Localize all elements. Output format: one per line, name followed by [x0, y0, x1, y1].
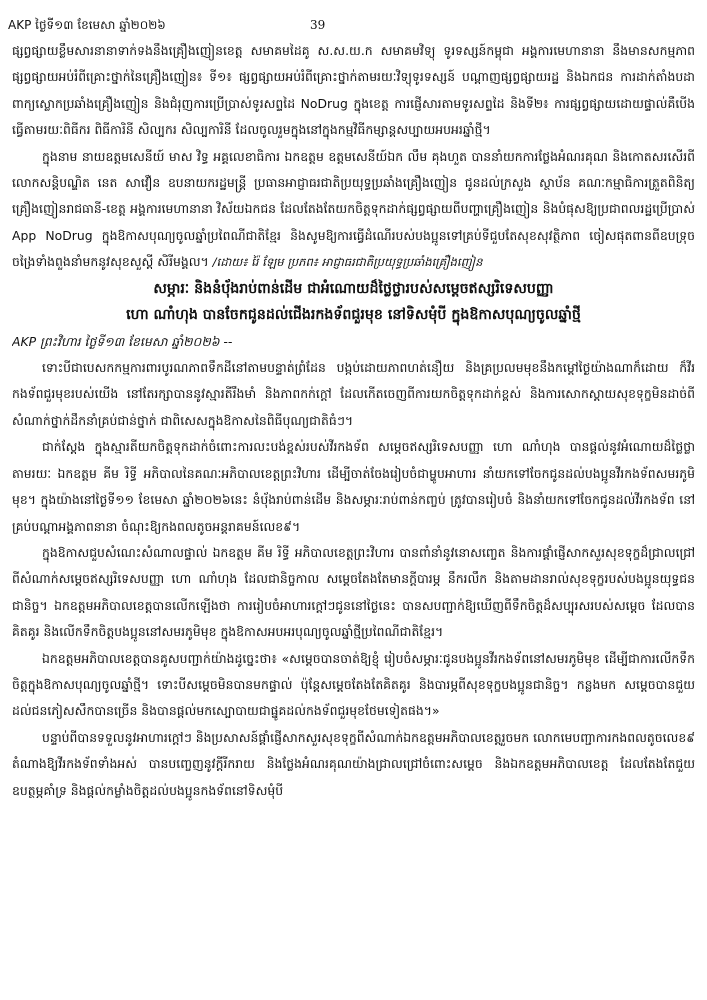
- header-dateline: AKP ថ្ងៃទី១៣ ខែមេសា ឆ្នាំ២០២៦: [8, 18, 166, 32]
- article2-paragraph-1: ទោះបីជាបេសកកម្មការពារបូរណភាពទឹកដីនៅតាមបន្ទាត់ព្រំដែន បង្កប់ដោយភាពហត់នឿយ និងគ្រប្រលមមុខនឹងកម្ដៅថ្ងៃយ៉ាងណាក៏ដោយ ក៏វីរកងទ័ពជួរមុខរបស់យើង នៅតែរក្សាបាននូវស្មារតីរឹងមាំ និងភាពកក់ក្ដៅ ដែលកើតចេញពីការយកចិត្តទុកដាក់ខ្ពស់ និងការសោកស្ដាយសុខទុក្ខមិនដាច់ពីសំណាក់ថ្នាក់ដឹកនាំគ្រប់ជាន់ថ្នាក់ ជាពិសេសក្នុងឱកាសនៃពិធីបុណ្យជាតិធំៗ។: [12, 360, 695, 428]
- article2-title-line-1: សម្ភារៈ និងនំបុ័ងរាប់ពាន់ដើម ជាអំណោយដ៏ថ្លៃថ្លារបស់សម្ដេចឥស្សរិទេសបញ្ញា: [153, 280, 554, 297]
- article2-paragraph-2: ជាក់ស្ដែង ក្នុងស្មារតីយកចិត្តទុកដាក់ចំពោះការលះបង់ខ្ពស់របស់វីរកងទ័ព សម្ដេចឥស្សរិទេសបញ្ញា ហោ ណាំហុង បានផ្ដល់នូវអំណោយដ៏ថ្លៃថ្លា តាមរយៈ ឯកឧត្តម គីម រិទ្ធី អភិបាលនៃគណៈអភិបាលខេត្តព្រះវិហារ ដើម្បីចាត់ចែងរៀបចំជាម្ហូបអាហារ នាំយកទៅចែកជូនដល់បងប្អូនវីរកងទ័ពសមរភូមិមុខ។ ក្នុងយ៉ាងនៅថ្ងៃទី១១ ខែមេសា ឆ្នាំ២០២៦នេះ នំបុ័ងរាប់ពាន់ដើម និងសម្ភារៈរាប់ពាន់កញ្ចប់ ត្រូវបានរៀបចំ និងនាំយកទៅចែកជូនដល់វីរកងទ័ព នៅគ្រប់បណ្ដាអង្គភាពនានា ចំណុះឱ្យកងពលតូចអន្តរាគមន៍លេខ៩។: [12, 439, 695, 534]
- article2-paragraph-5: បន្ទាប់ពីបានទទួលនូវអាហារក្ដៅៗ និងប្រសាសន៍ផ្ដាំផ្ញើសាកសួរសុខទុក្ខពីសំណាក់ឯកឧត្តមអភិបាលខេត្តរួចមក លោកមេបញ្ជាការកងពលតូចលេខ៩ តំណាងឱ្យវីរកងទ័ពទាំងអស់ បានបញ្ចេញនូវក្ដីរីករាយ និងថ្លែងអំណរគុណយ៉ាងជ្រាលជ្រៅចំពោះសម្ដេច និងឯកឧត្តមអភិបាលខេត្ត ដែលតែងតែជួយឧបត្ថម្ភគាំទ្រ និងផ្ដល់កម្លាំងចិត្តដល់បងប្អូនកងទ័ពនៅទិសមុំបី: [12, 729, 695, 798]
- article1-paragraph-2-text: ក្នុងនាម នាយឧត្តមសេនីយ៍ មាស វិទ្ធ អគ្គលេខាធិការ ឯកឧត្តម ឧត្តមសេនីយ៍ឯក លឹម គុងហួត បាននាំយកការថ្លែងអំណរគុណ និងកោតសរសើរពីលោកសន្តិបណ្ឌិត នេត សាវឿន ឧបនាយករដ្ឋមន្ត្រី ប្រធានអាជ្ញាធរជាតិប្រយុទ្ធប្រឆាំងគ្រឿងញៀន ជូនដល់ក្រសួង ស្ថាប័ន គណៈកម្មាធិការត្រួតពិនិត្យគ្រឿងញៀនរាជធានី-ខេត្ត អង្គការមេហានានា វិស័យឯកជន ដែលតែងតែយកចិត្តទុកដាក់ផ្សព្វផ្សាយពីបញ្ហាគ្រឿងញៀន និងបំផុសឱ្យប្រជាពលរដ្ឋប្រើប្រាស់ App NoDrug ក្នុងឱកាសបុណ្យចូលឆ្នាំប្រពៃណីជាតិខ្មែរ និងសូមឱ្យការធ្វើដំណើរបស់បងប្អូនទៅគ្រប់ទីជួបតែសុខសុវត្ថិភាព ចៀសផុតពានពីឧបទ្រុចចង្រៃទាំងពួងនាំមកនូវសុខសួស្ដី សិរីមង្គល។: [12, 148, 695, 270]
- article1-paragraph-2: [12, 144, 695, 276]
- article2-dateline: AKP ព្រះវិហារ ថ្ងៃទី១៣ ខែមេសា ឆ្នាំ២០២៦ --: [12, 333, 233, 349]
- page-number: 39: [310, 18, 326, 32]
- article2-paragraph-3: ក្នុងឱកាសជួបសំណេះសំណាលផ្ទាល់ ឯកឧត្តម គីម រិទ្ធី អភិបាលខេត្តព្រះវិហារ បានពាំនាំនូវនោសញ្ចេត និងការផ្ដាំផ្ញើសាកសួរសុខទុក្ខដ៏ជ្រាលជ្រៅ ពីសំណាក់សម្ដេចឥស្សរិទេសបញ្ញា ហោ ណាំហុង ដែលជានិច្ចកាល សម្ដេចតែងតែមានក្ដីបារម្ភ នឹករលឹក និងតាមដានរាល់សុខទុក្ខរបស់បងប្អូនយុទ្ធជនជានិច្ច។ ឯកឧត្តមអភិបាលខេត្តបានលើកឡើងថា ការរៀបចំអាហារក្ដៅៗជូននៅថ្ងៃនេះ បានសបញ្ជាក់ឱ្យឃើញពីទឹកចិត្តដ៏សប្បុរសរបស់សម្ដេច ដែលបានគិតគូរ និងលើកទឹកចិត្តបងប្អូននៅសមរភូមិមុខ ក្នុងឱកាសអបអរបុណ្យចូលឆ្នាំថ្មីប្រពៃណីជាតិខ្មែរ។: [12, 544, 695, 640]
- article2-title-line-2: ហោ ណាំហុង បានចែកជូនដល់ជើងរកងទ័ពជួរមុខ នៅទិសមុំបី ក្នុងឱកាសបុណ្យចូលឆ្នាំថ្មី: [126, 306, 581, 323]
- article1-byline: /ដោយ៖ រ៉ៃ ឡែម ប្រភព៖ អាជ្ញាធរជាតិប្រយុទ្ធប្រឆាំងគ្រឿងញៀន: [212, 255, 483, 270]
- page-header: [8, 14, 699, 36]
- page-body: [12, 38, 695, 996]
- article2-paragraph-4: ឯកឧត្តមអភិបាលខេត្តបានគូសបញ្ជាក់យ៉ាងដូច្នេះថា៖ «សម្ដេចបានចាត់ឱ្យខ្ញុំ រៀបចំសម្ភារៈជូនបងប្អូនវីរកងទ័ពនៅសមរភូមិមុខ ដើម្បីជាការលើកទឹកចិត្តក្នុងឱកាសបុណ្យចូលឆ្នាំថ្មី។ ទោះបីសម្ដេចមិនបានមកផ្ទាល់ ប៉ុន្តែសម្ដេចតែងតែគិតគូរ និងបារម្ភពីសុខទុក្ខបងប្អូនជានិច្ច។ កន្លងមក សម្ដេចបានជួយដល់ជនភៀសសឹកបានច្រើន និងបានផ្ដល់មកស្បោបាយជាផ្នូគដល់កងទ័ពជួរមុខថែមទៀតផង។»: [12, 650, 695, 719]
- article1-paragraph-1: ផ្សព្វផ្សាយខ្លឹមសារនានាទាក់ទងនឹងគ្រឿងញៀនខេត្ត សមាគមដៃគូ ស.ស.យ.ក សមាគមវិទ្យុ ទូរទស្សន៍កម្ពុជា អង្គការមេហានានា នឹងមានសកម្មភាពផ្សព្វផ្សាយអប់រំពីគ្រោះថ្នាក់នៃគ្រឿងញៀន៖ ទី១៖ ផ្សព្វផ្សាយអប់រំពីគ្រោះថ្នាក់តាមរយៈវិទ្យុទូរទស្សន៍ បណ្ដាញផ្សព្វផ្សាយរដ្ឋ និងឯកជន ការដាក់តាំងបដា ពាក្យស្លោកប្រឆាំងគ្រឿងញៀន និងជំរុញការប្រើប្រាស់ទូរសព្ទដៃ NoDrug ក្នុងខេត្ត ការផ្ញើសារតាមទូរសព្ទដៃ និងទី២៖ ការផ្សព្វផ្សាយដោយផ្ទាល់គឺបើងធ្វើតាមរយៈពិធីករ ពិធីការិនី សិល្បករ សិល្បការិនី ដែលចូលរួមក្នុងនៅក្នុងកម្មវិធីកម្សាន្តសប្បាយអបអរឆ្នាំថ្មី។: [12, 43, 695, 138]
